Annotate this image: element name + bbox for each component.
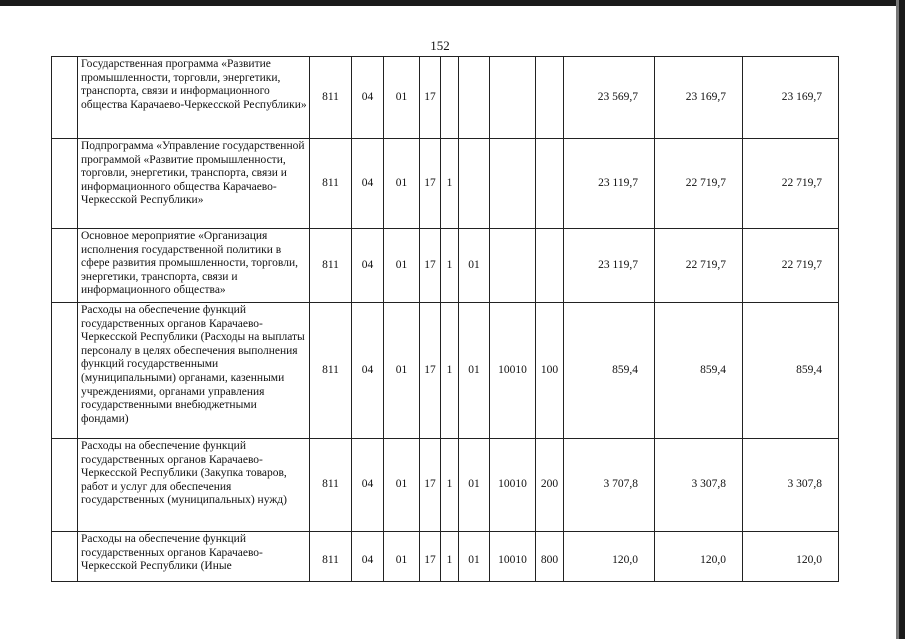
subprogram-code (441, 57, 459, 139)
sum-year-2: 859,4 (655, 303, 743, 439)
section-code: 04 (352, 139, 384, 229)
direction-code (490, 57, 536, 139)
sum-year-3: 120,0 (743, 532, 839, 582)
sum-year-1: 23 119,7 (564, 229, 655, 303)
index-cell (52, 303, 78, 439)
sum-year-2: 22 719,7 (655, 139, 743, 229)
row-name: Подпрограмма «Управление государственной программой «Развитие промышленности, торговли, энергетики, транспорта, связи и информационного общества Карачаево-Черкесской Республики» (78, 139, 310, 229)
subprogram-code: 1 (441, 139, 459, 229)
sum-year-1: 120,0 (564, 532, 655, 582)
expense-type-code: 200 (536, 439, 564, 532)
subsection-code: 01 (384, 229, 420, 303)
ved-code: 811 (310, 57, 352, 139)
row-name: Расходы на обеспечение функций государственных органов Карачаево-Черкесской Республики (Расходы на выплаты персоналу в целях обеспечения выполнения функций государственными (муниципальными) органами, казенными учреждениями, органами управления государственными внебюджетными фондами) (78, 303, 310, 439)
scan-edge-top (0, 0, 905, 6)
sum-year-3: 859,4 (743, 303, 839, 439)
sum-year-3: 23 169,7 (743, 57, 839, 139)
row-name: Расходы на обеспечение функций государственных органов Карачаево-Черкесской Республики (Иные (78, 532, 310, 582)
section-code: 04 (352, 229, 384, 303)
direction-code: 10010 (490, 439, 536, 532)
budget-table (51, 56, 839, 582)
index-cell (52, 57, 78, 139)
sum-year-3: 22 719,7 (743, 139, 839, 229)
direction-code: 10010 (490, 532, 536, 582)
expense-type-code: 100 (536, 303, 564, 439)
ved-code: 811 (310, 532, 352, 582)
sum-year-1: 859,4 (564, 303, 655, 439)
ved-code: 811 (310, 139, 352, 229)
sum-year-2: 3 307,8 (655, 439, 743, 532)
ved-code: 811 (310, 303, 352, 439)
program-code: 17 (420, 439, 441, 532)
expense-type-code (536, 57, 564, 139)
ved-code: 811 (310, 439, 352, 532)
expense-type-code (536, 139, 564, 229)
direction-code (490, 229, 536, 303)
direction-code: 10010 (490, 303, 536, 439)
row-name: Государственная программа «Развитие промышленности, торговли, энергетики, транспорта, связи и информационного общества Карачаево-Черкесской Республики» (78, 57, 310, 139)
subprogram-code: 1 (441, 532, 459, 582)
sum-year-2: 23 169,7 (655, 57, 743, 139)
expense-type-code (536, 229, 564, 303)
table-row (52, 139, 839, 229)
subsection-code: 01 (384, 439, 420, 532)
sum-year-3: 22 719,7 (743, 229, 839, 303)
ved-code: 811 (310, 229, 352, 303)
program-code: 17 (420, 303, 441, 439)
scan-edge-right (899, 0, 905, 639)
table-row (52, 532, 839, 582)
index-cell (52, 139, 78, 229)
row-name: Расходы на обеспечение функций государственных органов Карачаево-Черкесской Республики (Закупка товаров, работ и услуг для обеспечения государственных (муниципальных) нужд) (78, 439, 310, 532)
subprogram-code: 1 (441, 303, 459, 439)
activity-code: 01 (459, 439, 490, 532)
activity-code (459, 57, 490, 139)
section-code: 04 (352, 532, 384, 582)
table-row (52, 57, 839, 139)
sum-year-2: 22 719,7 (655, 229, 743, 303)
sum-year-1: 23 119,7 (564, 139, 655, 229)
program-code: 17 (420, 139, 441, 229)
direction-code (490, 139, 536, 229)
subsection-code: 01 (384, 57, 420, 139)
index-cell (52, 532, 78, 582)
program-code: 17 (420, 57, 441, 139)
sum-year-1: 3 707,8 (564, 439, 655, 532)
section-code: 04 (352, 57, 384, 139)
activity-code: 01 (459, 229, 490, 303)
program-code: 17 (420, 532, 441, 582)
index-cell (52, 439, 78, 532)
sum-year-2: 120,0 (655, 532, 743, 582)
table-row (52, 303, 839, 439)
activity-code: 01 (459, 303, 490, 439)
row-name: Основное мероприятие «Организация исполнения государственной политики в сфере развития промышленности, торговли, энергетики, транспорта, связи и информационного общества» (78, 229, 310, 303)
program-code: 17 (420, 229, 441, 303)
subsection-code: 01 (384, 532, 420, 582)
sum-year-1: 23 569,7 (564, 57, 655, 139)
table-row (52, 229, 839, 303)
section-code: 04 (352, 439, 384, 532)
activity-code (459, 139, 490, 229)
subprogram-code: 1 (441, 229, 459, 303)
activity-code: 01 (459, 532, 490, 582)
sum-year-3: 3 307,8 (743, 439, 839, 532)
subprogram-code: 1 (441, 439, 459, 532)
index-cell (52, 229, 78, 303)
subsection-code: 01 (384, 303, 420, 439)
expense-type-code: 800 (536, 532, 564, 582)
page-number: 152 (430, 38, 450, 53)
table-row (52, 439, 839, 532)
subsection-code: 01 (384, 139, 420, 229)
section-code: 04 (352, 303, 384, 439)
